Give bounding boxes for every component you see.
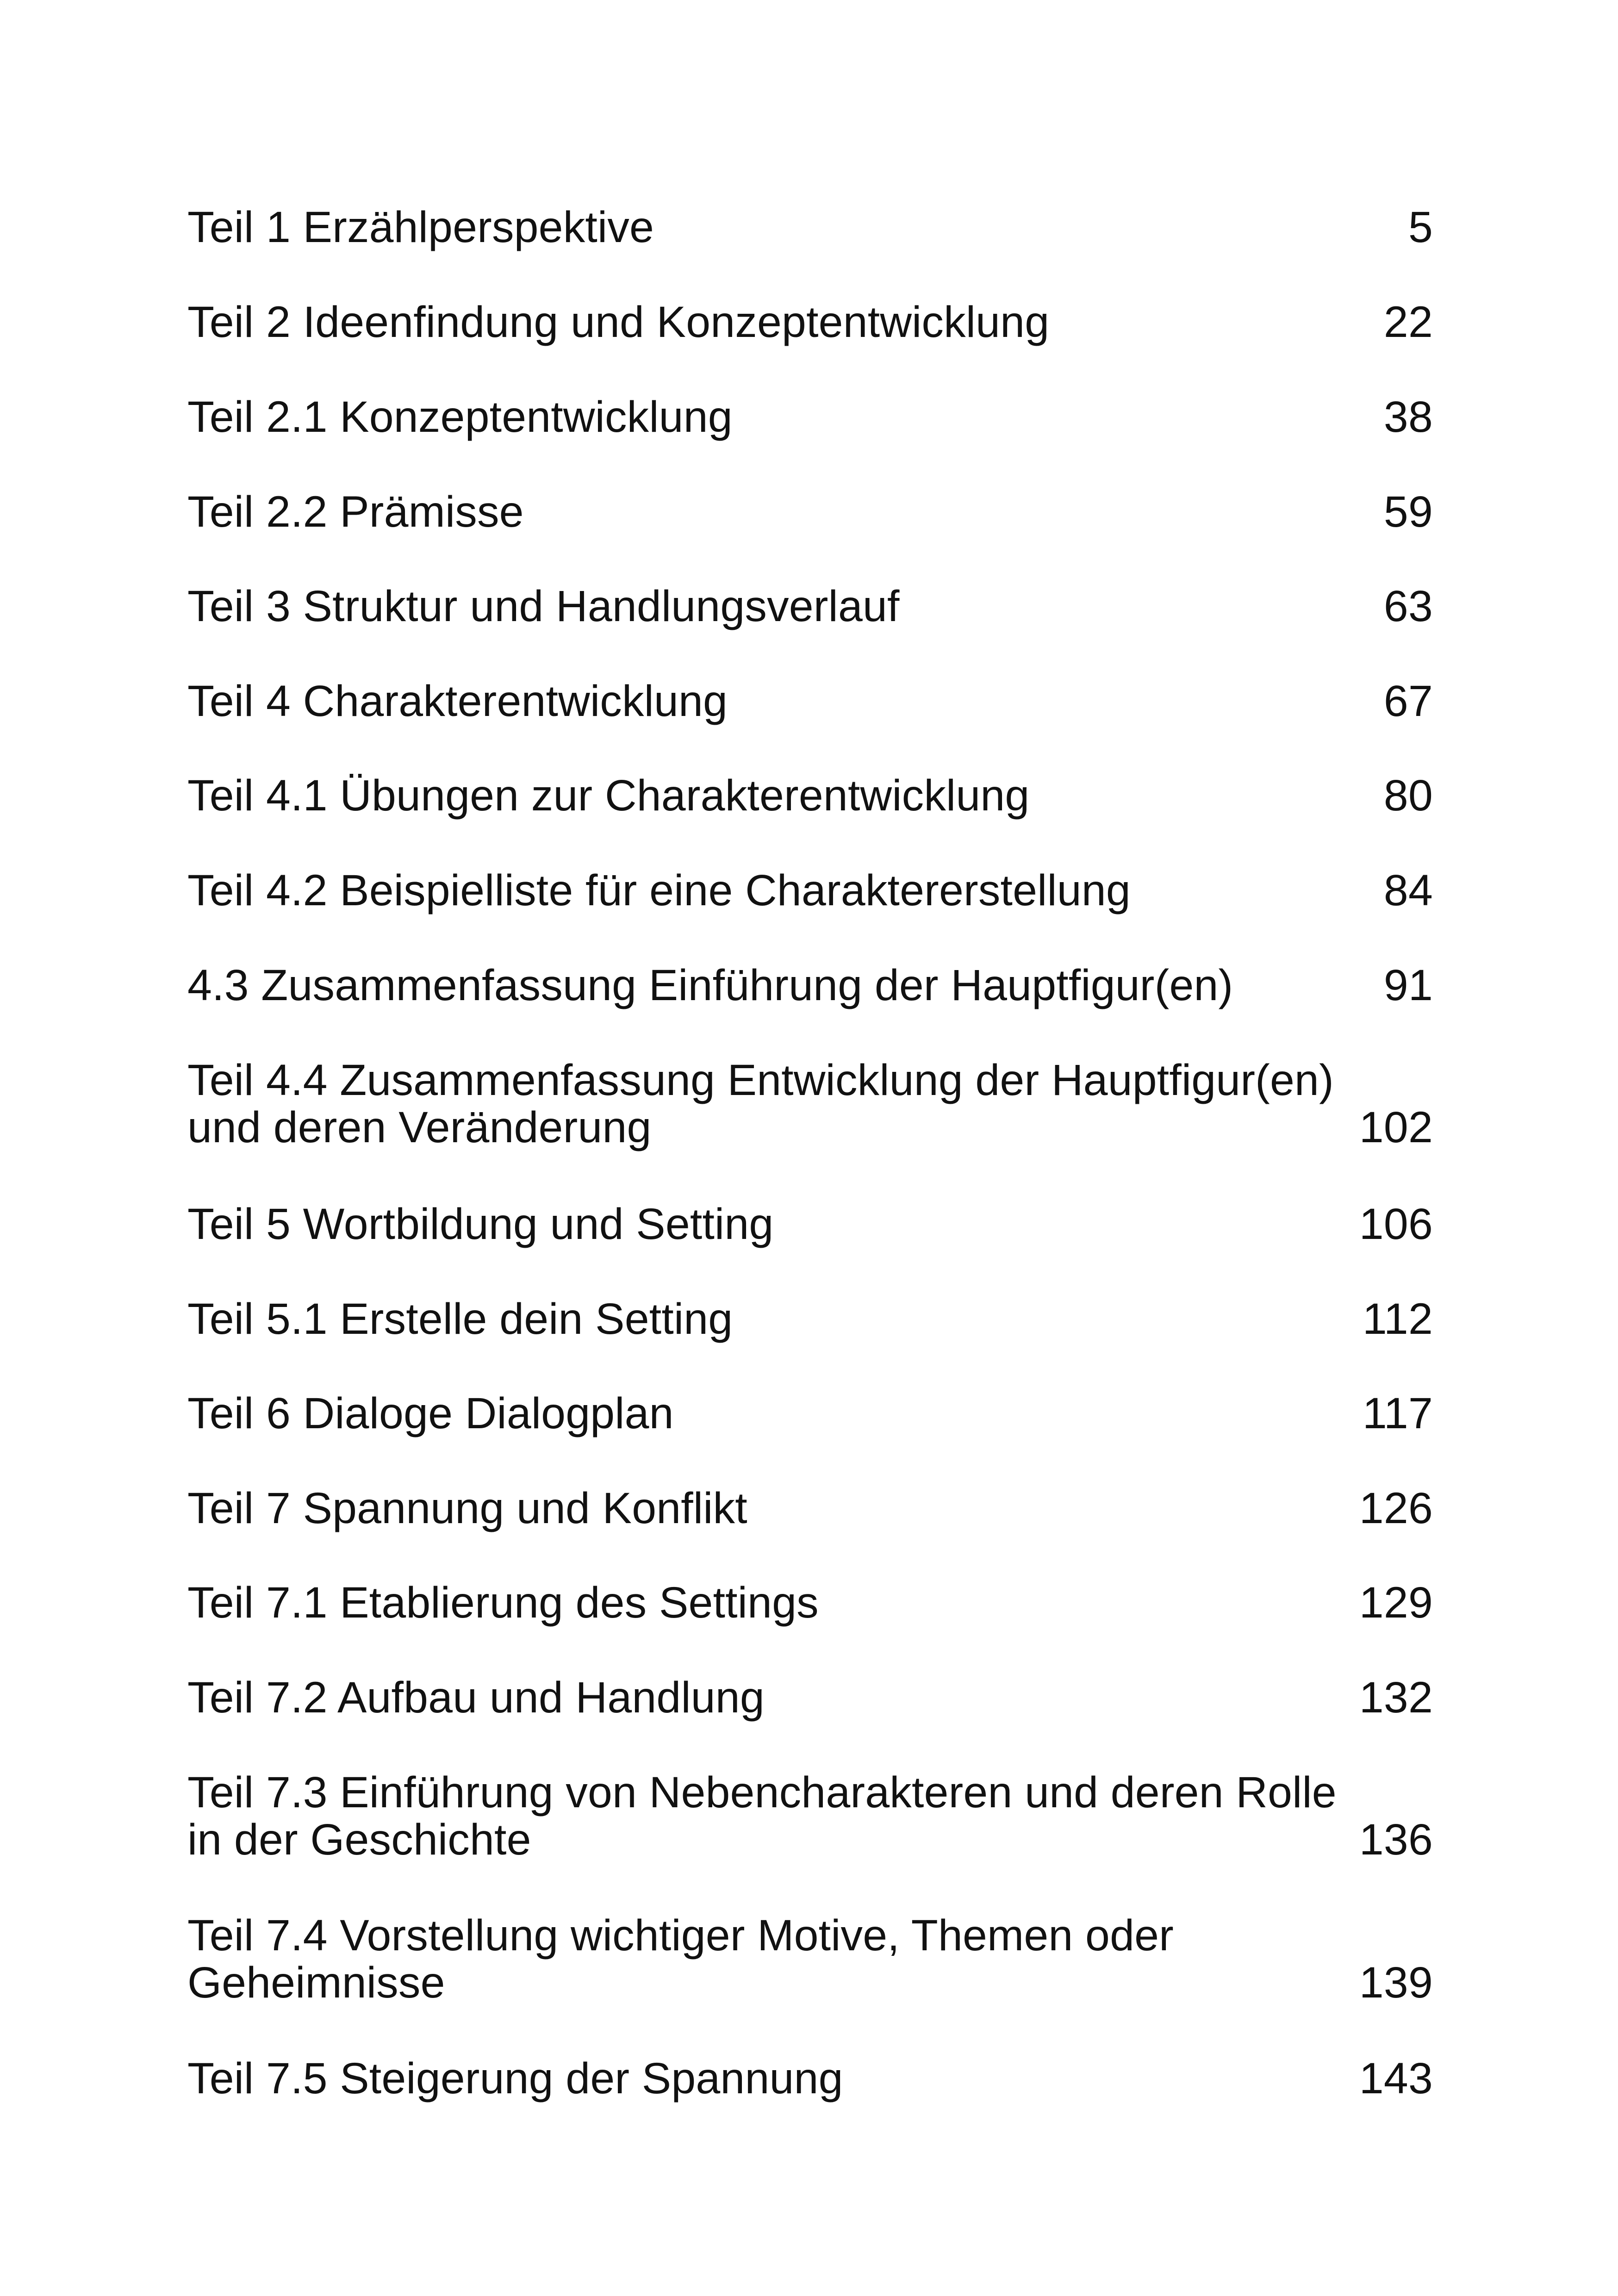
toc-entry-page-number: 129 (1359, 1578, 1433, 1627)
toc-entry-page-number: 117 (1362, 1389, 1433, 1438)
toc-entry (187, 393, 1433, 441)
toc-entry-title (187, 772, 1433, 819)
toc-entry-title (187, 299, 1433, 346)
toc-entry-title-line: Teil 5.1 Erstelle dein Setting (187, 1294, 733, 1344)
toc-entry-title-line: Teil 3 Struktur und Handlungsverlauf (187, 582, 900, 631)
toc-entry-title (187, 583, 1433, 630)
toc-entry (187, 962, 1433, 1009)
toc-entry-page-number: 67 (1383, 677, 1433, 726)
toc-entry-title (187, 1295, 1433, 1343)
toc-entry-title (187, 1579, 1433, 1626)
toc-entry-title (187, 867, 1433, 914)
toc-entry-page-number: 136 (1359, 1815, 1433, 1864)
toc-entry-title-line: Teil 7.3 Einführung von Nebencharakteren und deren Rolle (187, 1768, 1337, 1817)
toc-entry-title (187, 1912, 1433, 2006)
toc-entry-page-number: 106 (1359, 1200, 1433, 1249)
toc-entry-page-number: 59 (1383, 487, 1433, 536)
toc-entry-title-line: in der Geschichte (187, 1815, 531, 1864)
toc-entry (187, 772, 1433, 819)
toc-entry (187, 1485, 1433, 1532)
toc-entry (187, 1769, 1433, 1863)
toc-entry-title-line: Teil 6 Dialoge Dialogplan (187, 1389, 674, 1438)
toc-entry-page-number: 126 (1359, 1484, 1433, 1533)
toc-entry-title (187, 488, 1433, 535)
toc-entry-title-line: Teil 2.1 Konzeptentwicklung (187, 392, 733, 442)
toc-entry-title (187, 204, 1433, 251)
toc-entry (187, 1390, 1433, 1437)
toc-entry-title (187, 1485, 1433, 1532)
toc-entry-page-number: 84 (1383, 866, 1433, 915)
toc-entry-page-number: 143 (1359, 2054, 1433, 2103)
toc-entry (187, 488, 1433, 535)
toc-entry-page-number: 91 (1383, 961, 1433, 1010)
toc-entry-page-number: 5 (1408, 203, 1433, 252)
toc-entry-title (187, 1201, 1433, 1248)
toc-entry-page-number: 22 (1383, 298, 1433, 347)
toc-entry-title-line: 4.3 Zusammenfassung Einführung der Hauptfigur(en) (187, 961, 1233, 1010)
toc-entry (187, 1674, 1433, 1721)
toc-entry-title (187, 678, 1433, 725)
toc-entry (187, 2055, 1433, 2102)
toc-entry (187, 1201, 1433, 1248)
toc-entry-page-number: 112 (1362, 1294, 1433, 1344)
toc-entry-title (187, 962, 1433, 1009)
toc-entry-page-number: 132 (1359, 1673, 1433, 1722)
toc-entry (187, 583, 1433, 630)
toc-entry-title-line: Teil 4.1 Übungen zur Charakterentwicklung (187, 771, 1030, 820)
toc-entry-title (187, 393, 1433, 441)
toc-entry-title-line: Teil 7.4 Vorstellung wichtiger Motive, Themen oder (187, 1911, 1174, 1960)
toc-entry (187, 867, 1433, 914)
toc-entry (187, 1579, 1433, 1626)
toc-entry-title-line: und deren Veränderung (187, 1103, 652, 1152)
toc-entry (187, 299, 1433, 346)
toc-entry (187, 204, 1433, 251)
toc-entry-page-number: 139 (1359, 1958, 1433, 2007)
toc-entry-title-line: Teil 7.1 Etablierung des Settings (187, 1578, 819, 1627)
toc-entry-title-line: Teil 4.2 Beispielliste für eine Charaktererstellung (187, 866, 1131, 915)
toc-entry-title-line: Teil 7 Spannung und Konflikt (187, 1484, 747, 1533)
toc-entry-title-line: Teil 5 Wortbildung und Setting (187, 1200, 774, 1249)
toc-entry-title (187, 1769, 1433, 1863)
toc-entry-title (187, 1390, 1433, 1437)
toc-entry-title (187, 1674, 1433, 1721)
toc-entry-page-number: 38 (1383, 392, 1433, 442)
toc-entry-title-line: Teil 4 Charakterentwicklung (187, 677, 728, 726)
toc-entry (187, 1057, 1433, 1151)
toc-entry-title (187, 2055, 1433, 2102)
toc-entry-title-line: Teil 2 Ideenfindung und Konzeptentwicklung (187, 298, 1050, 347)
toc-entry-title-line: Teil 2.2 Prämisse (187, 487, 524, 536)
toc-entry-page-number: 102 (1359, 1103, 1433, 1152)
toc-entry-page-number: 80 (1383, 771, 1433, 820)
toc-entry-title-line: Geheimnisse (187, 1958, 445, 2007)
toc-entry (187, 1295, 1433, 1343)
toc-entry (187, 678, 1433, 725)
toc-entry-title-line: Teil 7.2 Aufbau und Handlung (187, 1673, 765, 1722)
toc-entry (187, 1912, 1433, 2006)
toc-entry-title-line: Teil 7.5 Steigerung der Spannung (187, 2054, 843, 2103)
toc-entry-title-line: Teil 1 Erzählperspektive (187, 203, 654, 252)
toc-entry-title (187, 1057, 1433, 1151)
toc-entry-title-line: Teil 4.4 Zusammenfassung Entwicklung der Hauptfigur(en) (187, 1056, 1334, 1105)
toc-entry-page-number: 63 (1383, 582, 1433, 631)
